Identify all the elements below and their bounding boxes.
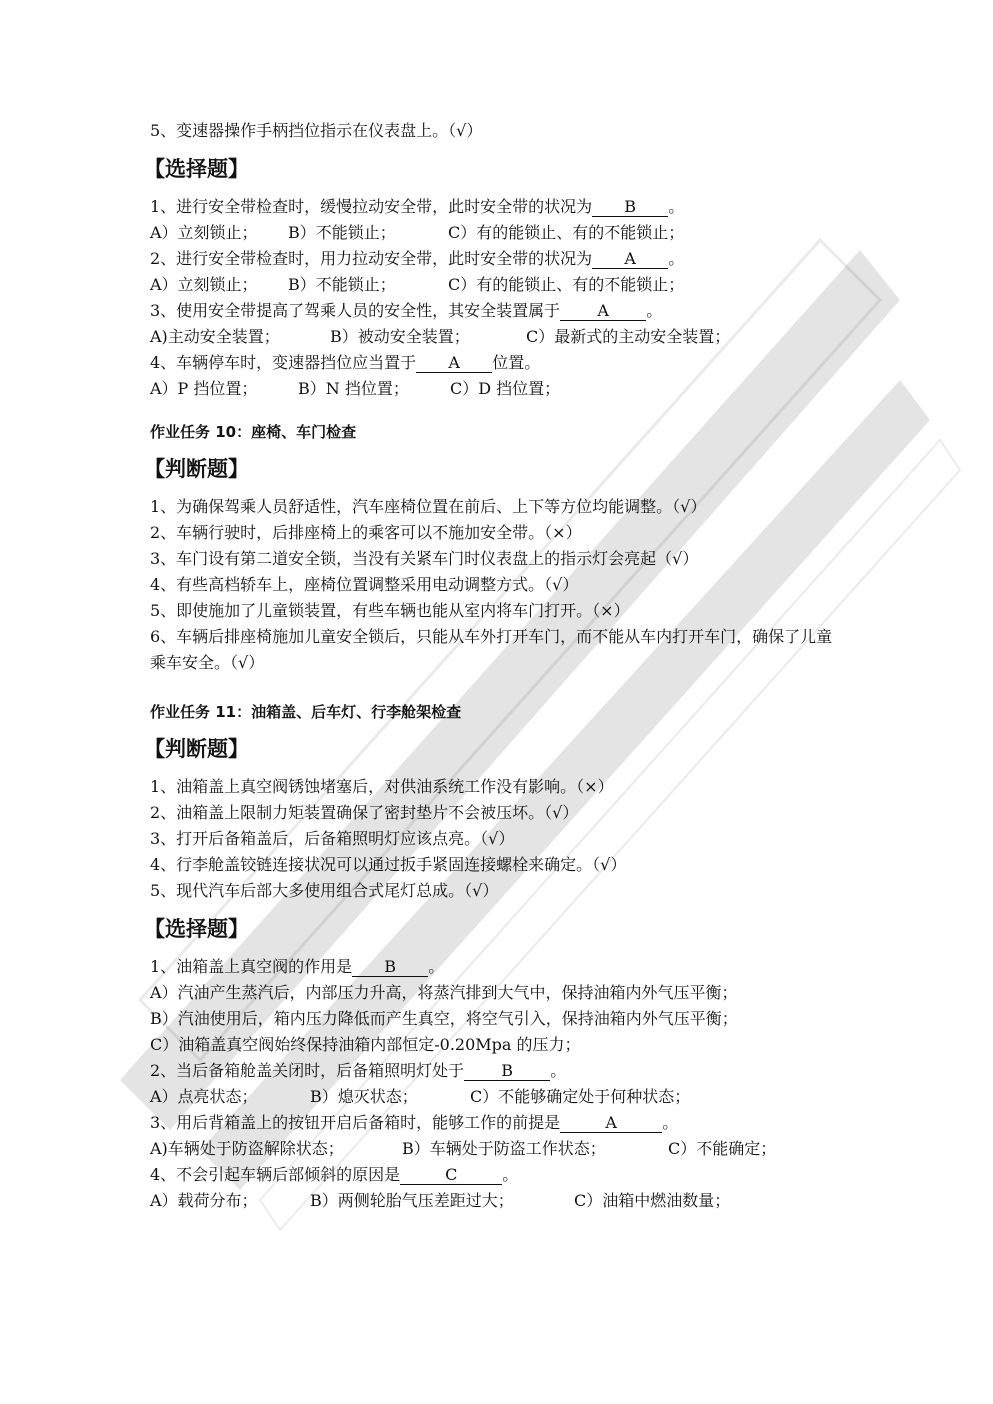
judge-item: 2、车辆行驶时，后排座椅上的乘客可以不施加安全带。（×） xyxy=(150,523,582,542)
judge-item: 1、为确保驾乘人员舒适性，汽车座椅位置在前后、上下等方位均能调整。（√） xyxy=(150,497,707,516)
question-text: 2、当后备箱舱盖关闭时，后备箱照明灯处于 xyxy=(150,1061,465,1080)
answer-blank: C xyxy=(400,1166,502,1185)
judge-item: 5、现代汽车后部大多使用组合式尾灯总成。（√） xyxy=(150,881,499,900)
judge-item: 6、车辆后排座椅施加儿童安全锁后，只能从车外打开车门，而不能从车内打开车门，确保了儿童乘车安全。（√） xyxy=(150,627,833,672)
choice-options xyxy=(150,1188,850,1214)
choice-options xyxy=(150,1084,850,1110)
answer-blank: B xyxy=(464,1062,550,1081)
question-tail: 。 xyxy=(502,1165,519,1184)
option-b: B）汽油使用后，箱内压力降低而产生真空，将空气引入，保持油箱内外气压平衡； xyxy=(150,1009,738,1028)
section-title-choice: 【选择题】 xyxy=(144,917,249,941)
option-a: A）点亮状态； xyxy=(150,1087,258,1106)
question-text: 1、进行安全带检查时，缓慢拉动安全带，此时安全带的状况为 xyxy=(150,197,593,216)
question-text: 4、不会引起车辆后部倾斜的原因是 xyxy=(150,1165,401,1184)
option-c: C）不能确定； xyxy=(668,1139,777,1158)
judge-item: 3、打开后备箱盖后，后备箱照明灯应该点亮。（√） xyxy=(150,829,515,848)
content xyxy=(144,118,850,1214)
choice-question xyxy=(150,1162,850,1188)
judge-item: 4、行李舱盖铰链连接状况可以通过扳手紧固连接螺栓来确定。（√） xyxy=(150,855,627,874)
option-a: A)主动安全装置； xyxy=(150,327,280,346)
option-a: A）立刻锁止； xyxy=(150,275,258,294)
option-a: A）P 挡位置； xyxy=(150,379,258,398)
section-title-judge: 【判断题】 xyxy=(144,737,249,761)
choice-options xyxy=(150,376,850,402)
question-tail: 。 xyxy=(668,249,685,268)
choice-question xyxy=(150,194,850,220)
judge-item: 4、有些高档轿车上，座椅位置调整采用电动调整方式。（√） xyxy=(150,575,579,594)
answer-blank: A xyxy=(416,354,492,373)
option-a: A)车辆处于防盗解除状态； xyxy=(150,1139,344,1158)
question-tail: 。 xyxy=(662,1113,679,1132)
option-c: C）不能够确定处于何种状态； xyxy=(470,1087,691,1106)
question-text: 4、车辆停车时，变速器挡位应当置于 xyxy=(150,353,417,372)
question-text: 2、进行安全带检查时，用力拉动安全带，此时安全带的状况为 xyxy=(150,249,593,268)
option-b: B）车辆处于防盗工作状态； xyxy=(402,1139,606,1158)
option-b: B）不能锁止； xyxy=(288,275,396,294)
option-c: C）D 挡位置； xyxy=(450,379,561,398)
judge-item: 5、变速器操作手柄挡位指示在仪表盘上。（√） xyxy=(150,121,483,140)
question-text: 3、使用安全带提高了驾乘人员的安全性，其安全装置属于 xyxy=(150,301,561,320)
option-c: C）油箱中燃油数量； xyxy=(574,1191,731,1210)
choice-question xyxy=(150,954,850,980)
section-title-judge: 【判断题】 xyxy=(144,457,249,481)
judge-item: 2、油箱盖上限制力矩装置确保了密封垫片不会被压坏。（√） xyxy=(150,803,579,822)
question-text: 3、用后背箱盖上的按钮开启后备箱时，能够工作的前提是 xyxy=(150,1113,561,1132)
question-text: 1、油箱盖上真空阀的作用是 xyxy=(150,957,353,976)
option-b: B）不能锁止； xyxy=(288,223,396,242)
question-tail: 。 xyxy=(550,1061,567,1080)
choice-question xyxy=(150,1110,850,1136)
question-tail: 。 xyxy=(428,957,445,976)
option-b: B）两侧轮胎气压差距过大； xyxy=(310,1191,514,1210)
question-tail: 位置。 xyxy=(492,353,541,372)
task-title: 作业任务 10：座椅、车门检查 xyxy=(150,423,357,441)
option-a: A）汽油产生蒸汽后，内部压力升高，将蒸汽排到大气中，保持油箱内外气压平衡； xyxy=(150,983,738,1002)
judge-item: 5、即使施加了儿童锁装置，有些车辆也能从室内将车门打开。（×） xyxy=(150,601,630,620)
answer-blank: B xyxy=(592,198,668,217)
question-tail: 。 xyxy=(668,197,685,216)
choice-options xyxy=(150,220,850,246)
answer-blank: A xyxy=(560,1114,662,1133)
choice-options xyxy=(150,324,850,350)
task-title: 作业任务 11：油箱盖、后车灯、行李舱架检查 xyxy=(150,703,462,721)
section-title-choice: 【选择题】 xyxy=(144,157,249,181)
judge-item: 1、油箱盖上真空阀锈蚀堵塞后，对供油系统工作没有影响。（×） xyxy=(150,777,614,796)
choice-options xyxy=(150,1136,850,1162)
choice-question xyxy=(150,298,850,324)
option-c: C）有的能锁止、有的不能锁止； xyxy=(448,275,685,294)
option-c: C）油箱盖真空阀始终保持油箱内部恒定-0.20Mpa 的压力； xyxy=(150,1035,581,1054)
question-tail: 。 xyxy=(646,301,663,320)
judge-item: 3、车门设有第二道安全锁，当没有关紧车门时仪表盘上的指示灯会亮起（√） xyxy=(150,549,699,568)
answer-blank: A xyxy=(592,250,668,269)
option-a: A）载荷分布； xyxy=(150,1191,258,1210)
option-b: B）N 挡位置； xyxy=(298,379,409,398)
choice-question xyxy=(150,246,850,272)
option-a: A）立刻锁止； xyxy=(150,223,258,242)
answer-blank: A xyxy=(560,302,646,321)
choice-question xyxy=(150,1058,850,1084)
choice-question xyxy=(150,350,850,376)
option-b: B）被动安全装置； xyxy=(330,327,470,346)
answer-blank: B xyxy=(352,958,428,977)
option-c: C）最新式的主动安全装置； xyxy=(526,327,731,346)
option-c: C）有的能锁止、有的不能锁止； xyxy=(448,223,685,242)
option-b: B）熄灭状态； xyxy=(310,1087,418,1106)
choice-options xyxy=(150,272,850,298)
